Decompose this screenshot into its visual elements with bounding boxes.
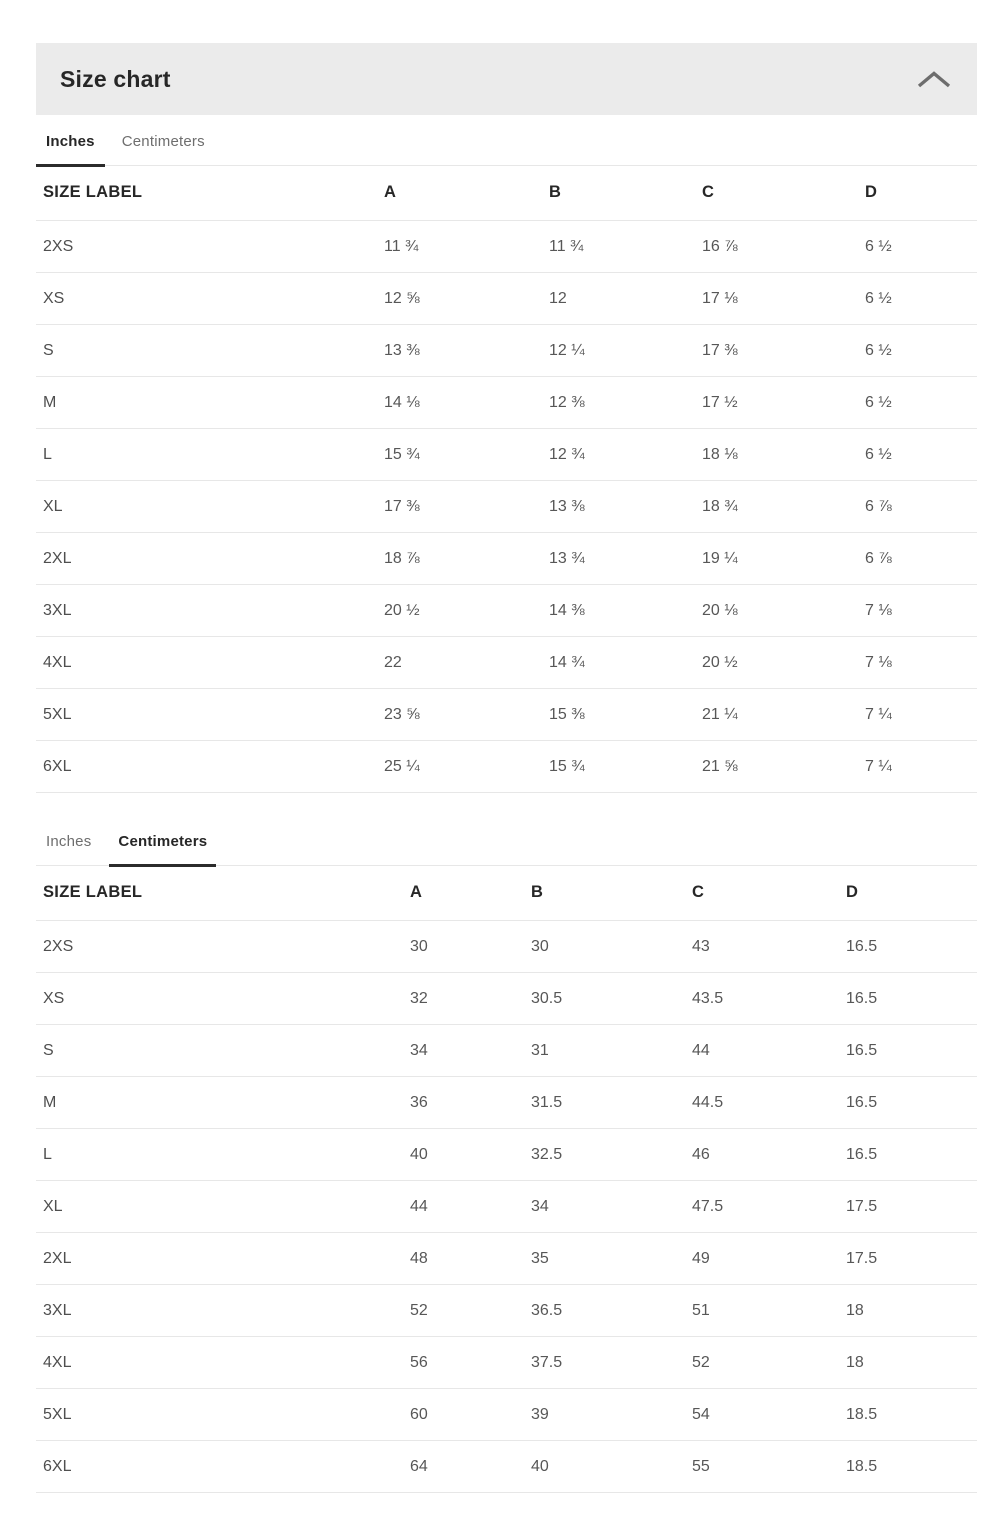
- size-table-centimeters: [36, 866, 977, 1493]
- measurement-cell: 16.5: [846, 921, 977, 973]
- table-row: [36, 1285, 977, 1337]
- table-row: [36, 377, 977, 429]
- measurement-cell: 44: [410, 1181, 531, 1233]
- measurement-cell: 12: [549, 273, 702, 325]
- size-label-cell: S: [36, 1025, 410, 1077]
- centimeters-section: [36, 827, 977, 1493]
- measurement-cell: 31: [531, 1025, 692, 1077]
- table-row: [36, 481, 977, 533]
- measurement-cell: 15 ⅜: [549, 689, 702, 741]
- measurement-cell: 6 ½: [865, 377, 977, 429]
- size-label-cell: M: [36, 377, 384, 429]
- measurement-cell: 6 ½: [865, 273, 977, 325]
- measurement-cell: 18: [846, 1285, 977, 1337]
- measurement-cell: 17 ½: [702, 377, 865, 429]
- table-row: [36, 1025, 977, 1077]
- size-label-cell: L: [36, 1129, 410, 1181]
- measurement-cell: 15 ¾: [549, 741, 702, 793]
- unit-tabs: [36, 827, 977, 866]
- size-label-cell: 3XL: [36, 585, 384, 637]
- measurement-cell: 17 ⅛: [702, 273, 865, 325]
- size-label-cell: 6XL: [36, 1441, 410, 1493]
- measurement-cell: 19 ¼: [702, 533, 865, 585]
- measurement-cell: 16.5: [846, 1129, 977, 1181]
- measurement-cell: 18 ⅛: [702, 429, 865, 481]
- col-header-a: A: [410, 866, 531, 921]
- measurement-cell: 7 ⅛: [865, 585, 977, 637]
- measurement-cell: 64: [410, 1441, 531, 1493]
- measurement-cell: 16.5: [846, 973, 977, 1025]
- measurement-cell: 37.5: [531, 1337, 692, 1389]
- measurement-cell: 6 ⅞: [865, 481, 977, 533]
- measurement-cell: 17.5: [846, 1233, 977, 1285]
- col-header-d: D: [846, 866, 977, 921]
- measurement-cell: 32.5: [531, 1129, 692, 1181]
- unit-tabs: [36, 127, 977, 166]
- size-label-cell: L: [36, 429, 384, 481]
- table-row: [36, 1441, 977, 1493]
- size-table-inches: [36, 166, 977, 793]
- measurement-cell: 46: [692, 1129, 846, 1181]
- measurement-cell: 40: [531, 1441, 692, 1493]
- table-row: [36, 585, 977, 637]
- measurement-cell: 7 ¼: [865, 689, 977, 741]
- measurement-cell: 20 ⅛: [702, 585, 865, 637]
- size-chart-header[interactable]: [36, 43, 977, 115]
- measurement-cell: 21 ⅝: [702, 741, 865, 793]
- measurement-cell: 16.5: [846, 1025, 977, 1077]
- tab-centimeters[interactable]: Centimeters: [113, 127, 214, 165]
- size-label-cell: 4XL: [36, 637, 384, 689]
- size-label-cell: 5XL: [36, 1389, 410, 1441]
- table-header-row: [36, 166, 977, 221]
- measurement-cell: 22: [384, 637, 549, 689]
- table-row: [36, 973, 977, 1025]
- measurement-cell: 6 ½: [865, 325, 977, 377]
- size-label-cell: 2XL: [36, 1233, 410, 1285]
- measurement-cell: 20 ½: [384, 585, 549, 637]
- chevron-up-icon[interactable]: [917, 71, 951, 88]
- col-header-c: C: [692, 866, 846, 921]
- size-label-cell: XS: [36, 973, 410, 1025]
- measurement-cell: 31.5: [531, 1077, 692, 1129]
- measurement-cell: 11 ¾: [384, 221, 549, 273]
- measurement-cell: 12 ¼: [549, 325, 702, 377]
- measurement-cell: 60: [410, 1389, 531, 1441]
- measurement-cell: 30: [531, 921, 692, 973]
- measurement-cell: 12 ⅝: [384, 273, 549, 325]
- measurement-cell: 49: [692, 1233, 846, 1285]
- measurement-cell: 18 ⅞: [384, 533, 549, 585]
- measurement-cell: 13 ¾: [549, 533, 702, 585]
- tab-inches[interactable]: Inches: [36, 127, 105, 165]
- table-row: [36, 1389, 977, 1441]
- measurement-cell: 13 ⅜: [549, 481, 702, 533]
- size-label-cell: 2XL: [36, 533, 384, 585]
- size-label-cell: 3XL: [36, 1285, 410, 1337]
- measurement-cell: 7 ⅛: [865, 637, 977, 689]
- measurement-cell: 34: [531, 1181, 692, 1233]
- measurement-cell: 18: [846, 1337, 977, 1389]
- measurement-cell: 23 ⅝: [384, 689, 549, 741]
- size-label-cell: 2XS: [36, 921, 410, 973]
- table-row: [36, 689, 977, 741]
- table-row: [36, 273, 977, 325]
- measurement-cell: 15 ¾: [384, 429, 549, 481]
- measurement-cell: 39: [531, 1389, 692, 1441]
- table-row: [36, 429, 977, 481]
- measurement-cell: 7 ¼: [865, 741, 977, 793]
- measurement-cell: 18.5: [846, 1441, 977, 1493]
- col-header-a: A: [384, 166, 549, 221]
- size-label-cell: S: [36, 325, 384, 377]
- measurement-cell: 6 ½: [865, 221, 977, 273]
- measurement-cell: 17.5: [846, 1181, 977, 1233]
- measurement-cell: 30: [410, 921, 531, 973]
- measurement-cell: 21 ¼: [702, 689, 865, 741]
- size-label-cell: 5XL: [36, 689, 384, 741]
- measurement-cell: 55: [692, 1441, 846, 1493]
- measurement-cell: 16.5: [846, 1077, 977, 1129]
- measurement-cell: 11 ¾: [549, 221, 702, 273]
- table-row: [36, 1129, 977, 1181]
- col-header-size-label: SIZE LABEL: [36, 866, 410, 921]
- measurement-cell: 6 ½: [865, 429, 977, 481]
- size-label-cell: 6XL: [36, 741, 384, 793]
- measurement-cell: 40: [410, 1129, 531, 1181]
- size-label-cell: XS: [36, 273, 384, 325]
- size-label-cell: 4XL: [36, 1337, 410, 1389]
- measurement-cell: 20 ½: [702, 637, 865, 689]
- measurement-cell: 18 ¾: [702, 481, 865, 533]
- tab-inches[interactable]: Inches: [36, 827, 101, 865]
- col-header-d: D: [865, 166, 977, 221]
- measurement-cell: 14 ⅛: [384, 377, 549, 429]
- measurement-cell: 18.5: [846, 1389, 977, 1441]
- panel-title: Size chart: [60, 65, 171, 92]
- table-row: [36, 1077, 977, 1129]
- table-row: [36, 1181, 977, 1233]
- table-row: [36, 533, 977, 585]
- tab-centimeters[interactable]: Centimeters: [109, 827, 216, 865]
- col-header-b: B: [549, 166, 702, 221]
- measurement-cell: 43.5: [692, 973, 846, 1025]
- measurement-cell: 34: [410, 1025, 531, 1077]
- table-row: [36, 637, 977, 689]
- size-label-cell: M: [36, 1077, 410, 1129]
- measurement-cell: 17 ⅜: [702, 325, 865, 377]
- measurement-cell: 51: [692, 1285, 846, 1337]
- measurement-cell: 35: [531, 1233, 692, 1285]
- measurement-cell: 52: [692, 1337, 846, 1389]
- measurement-cell: 16 ⅞: [702, 221, 865, 273]
- table-header-row: [36, 866, 977, 921]
- measurement-cell: 25 ¼: [384, 741, 549, 793]
- measurement-cell: 6 ⅞: [865, 533, 977, 585]
- measurement-cell: 13 ⅜: [384, 325, 549, 377]
- size-label-cell: XL: [36, 1181, 410, 1233]
- col-header-size-label: SIZE LABEL: [36, 166, 384, 221]
- col-header-c: C: [702, 166, 865, 221]
- size-label-cell: XL: [36, 481, 384, 533]
- size-label-cell: 2XS: [36, 221, 384, 273]
- measurement-cell: 12 ¾: [549, 429, 702, 481]
- table-row: [36, 221, 977, 273]
- table-row: [36, 325, 977, 377]
- measurement-cell: 54: [692, 1389, 846, 1441]
- measurement-cell: 14 ⅜: [549, 585, 702, 637]
- measurement-cell: 32: [410, 973, 531, 1025]
- measurement-cell: 14 ¾: [549, 637, 702, 689]
- table-row: [36, 1233, 977, 1285]
- table-row: [36, 741, 977, 793]
- measurement-cell: 48: [410, 1233, 531, 1285]
- measurement-cell: 17 ⅜: [384, 481, 549, 533]
- measurement-cell: 12 ⅜: [549, 377, 702, 429]
- measurement-cell: 36.5: [531, 1285, 692, 1337]
- measurement-cell: 47.5: [692, 1181, 846, 1233]
- table-row: [36, 1337, 977, 1389]
- measurement-cell: 30.5: [531, 973, 692, 1025]
- measurement-cell: 52: [410, 1285, 531, 1337]
- col-header-b: B: [531, 866, 692, 921]
- measurement-cell: 44.5: [692, 1077, 846, 1129]
- inches-section: [36, 127, 977, 793]
- measurement-cell: 44: [692, 1025, 846, 1077]
- measurement-cell: 36: [410, 1077, 531, 1129]
- measurement-cell: 43: [692, 921, 846, 973]
- table-row: [36, 921, 977, 973]
- measurement-cell: 56: [410, 1337, 531, 1389]
